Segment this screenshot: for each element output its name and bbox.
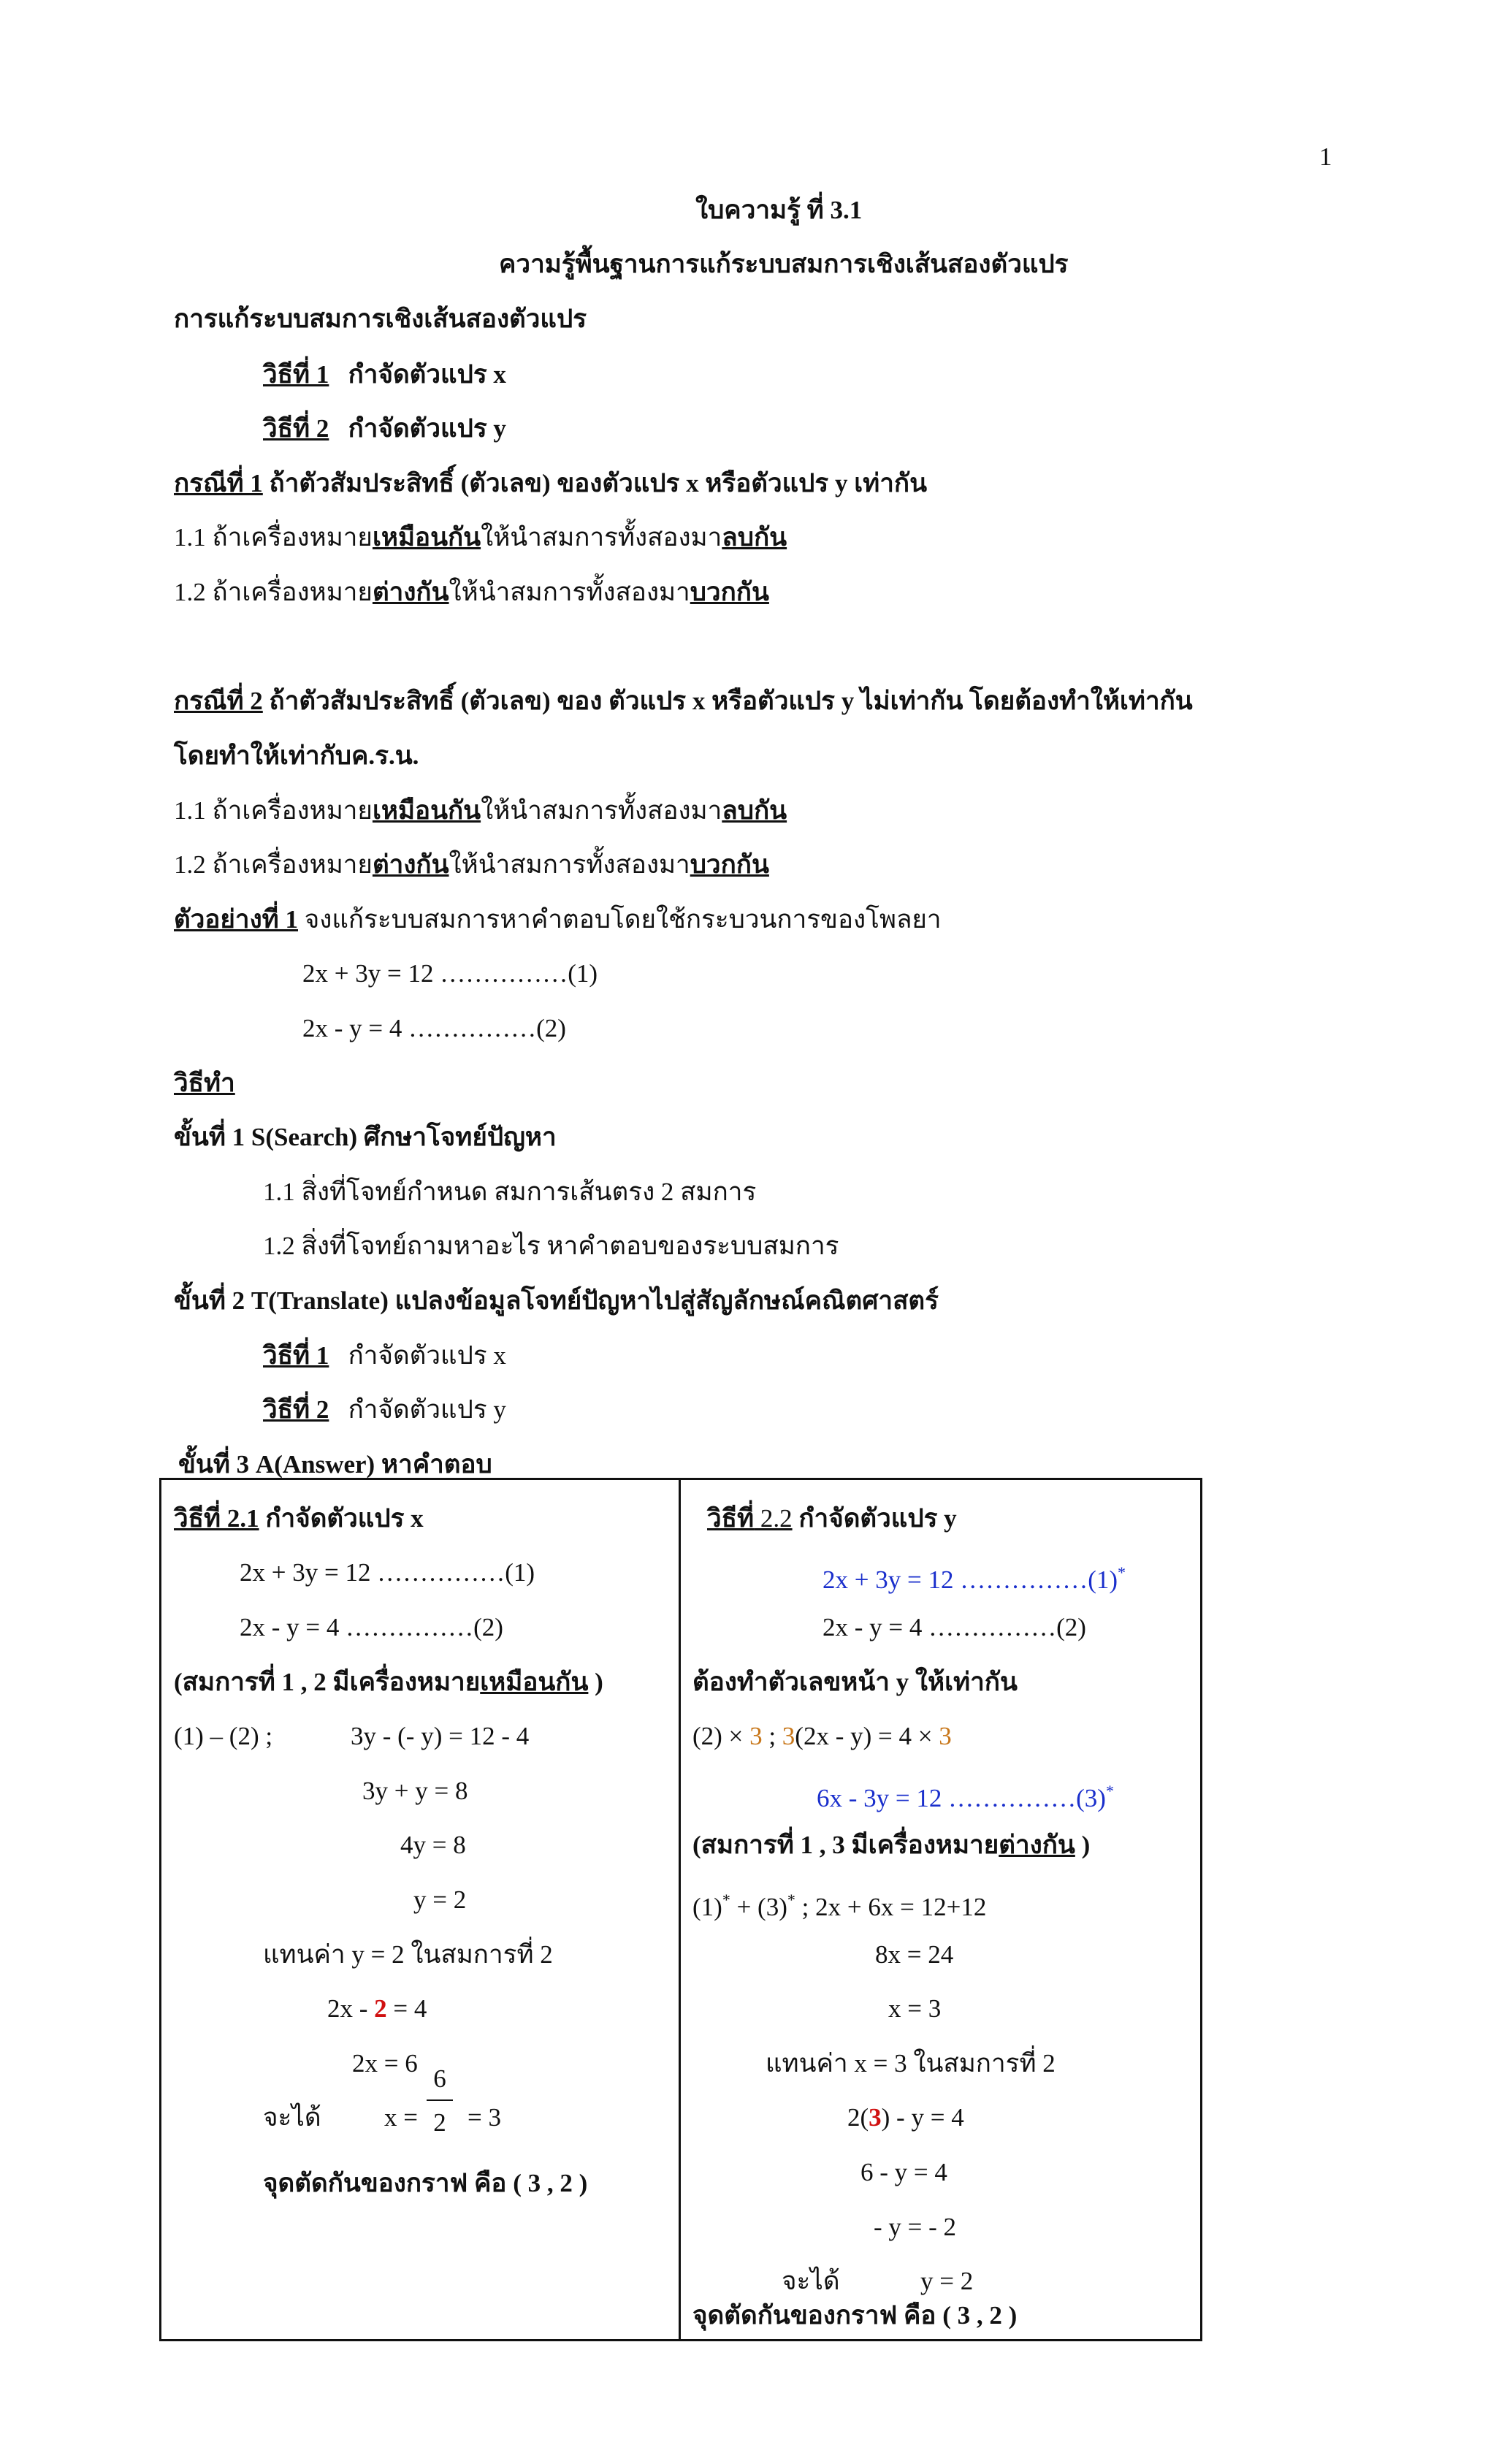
case2-rule2	[174, 848, 769, 882]
right-col-title	[707, 1502, 957, 1536]
right-note	[692, 1828, 1090, 1862]
step2-method2	[263, 1393, 506, 1427]
example-line	[174, 903, 942, 937]
method1-label: วิธีที่ 1	[263, 360, 329, 389]
left-note	[174, 1666, 603, 1699]
method1-line	[263, 358, 506, 392]
note-prefix: (สมการที่ 1 , 2 มีเครื่องหมาย	[174, 1668, 481, 1696]
page-subtitle: ความรู้พื้นฐานการแก้ระบบสมการเชิงเส้นสองตัวแปร	[499, 250, 1069, 278]
page-number: 1	[1319, 142, 1332, 171]
rule-keyword: ต่างกัน	[372, 850, 449, 879]
note-suffix: )	[588, 1668, 603, 1696]
right-step3: 6 - y = 4	[860, 2158, 947, 2186]
case1-label: กรณีที่ 1	[174, 469, 263, 497]
rule-operation: ลบกัน	[722, 796, 787, 825]
step3-heading: ขั้นที่ 3 A(Answer) หาคำตอบ	[178, 1450, 492, 1479]
multiplier: 3	[939, 1722, 952, 1750]
solution-label: วิธีทำ	[174, 1069, 235, 1097]
left-col-title-label: วิธีที่ 2.1	[174, 1504, 259, 1533]
note-keyword: เหมือนกัน	[480, 1668, 589, 1696]
left-op-label: (1) – (2) ;	[174, 1722, 273, 1750]
right-intersection: จุดตัดกันของกราฟ คือ ( 3 , 2 )	[692, 2301, 1018, 2330]
method-text: กำจัดตัวแปร y	[348, 1395, 506, 1424]
case2-line	[174, 684, 1193, 718]
section-heading: การแก้ระบบสมการเชิงเส้นสองตัวแปร	[174, 305, 587, 333]
left-step4: 2x = 6	[352, 2049, 418, 2078]
case2-text: ถ้าตัวสัมประสิทธิ์ (ตัวเลข) ของ ตัวแปร x หรือตัวแปร y ไม่เท่ากัน โดยต้องทำให้เท่ากัน	[269, 687, 1193, 715]
multiply-prefix: (2) ×	[692, 1722, 750, 1750]
left-intersection: จุดตัดกันของกราฟ คือ ( 3 , 2 )	[263, 2169, 588, 2197]
add-term: (1)	[692, 1893, 722, 1921]
right-col-title-number: 2.2	[754, 1504, 793, 1533]
right-step2: x = 3	[888, 1994, 942, 2023]
method-label: วิธีที่ 2	[263, 1395, 329, 1424]
left-col-title-text: กำจัดตัวแปร x	[265, 1504, 424, 1533]
case2-label: กรณีที่ 2	[174, 687, 263, 715]
multiplier: 3	[782, 1722, 795, 1750]
method-text: กำจัดตัวแปร x	[348, 1341, 506, 1370]
right-result-label: จะได้	[782, 2267, 840, 2295]
right-eq1-text: 2x + 3y = 12 ……………(1)	[823, 1565, 1118, 1594]
case2-text2: โดยทำให้เท่ากับค.ร.น.	[174, 741, 419, 770]
multiplier: 3	[749, 1722, 763, 1750]
table-column-divider	[679, 1478, 681, 2341]
left-eq1: 2x + 3y = 12 ……………(1)	[240, 1558, 535, 1587]
solution-table	[159, 1478, 1202, 2341]
left-step2: 4y = 8	[400, 1831, 466, 1859]
rule-middle: ให้นำสมการทั้งสองมา	[481, 796, 722, 825]
right-need: ต้องทำตัวเลขหน้า y ให้เท่ากัน	[692, 1668, 1018, 1696]
example-eq2: 2x - y = 4 ……………(2)	[302, 1014, 566, 1042]
rule-operation: ลบกัน	[722, 523, 787, 552]
left-result-x: x =	[384, 2103, 418, 2132]
multiply-equation: (2x - y) = 4 ×	[795, 1722, 939, 1750]
rule-operation: บวกกัน	[690, 850, 769, 879]
right-result: y = 2	[920, 2267, 974, 2295]
fraction-denominator: 2	[433, 2108, 446, 2137]
step1-item-a: 1.1 สิ่งที่โจทย์กำหนด สมการเส้นตรง 2 สมการ	[263, 1178, 757, 1206]
left-substitute: แทนค่า y = 2 ในสมการที่ 2	[263, 1940, 553, 1969]
method2-line	[263, 412, 506, 446]
right-eq2: 2x - y = 4 ……………(2)	[823, 1613, 1086, 1641]
left-result-label: จะได้	[263, 2103, 321, 2132]
right-col-title-word: วิธีที่	[707, 1504, 755, 1533]
case1-rule2	[174, 576, 769, 609]
right-add	[692, 1883, 986, 1924]
rule-keyword: เหมือนกัน	[372, 523, 481, 552]
star-mark: *	[1105, 1782, 1114, 1800]
sub-eq-prefix: 2(	[847, 2103, 869, 2132]
step2-method1	[263, 1339, 506, 1373]
right-col-title-text: กำจัดตัวแปร y	[792, 1504, 957, 1533]
case2-rule1	[174, 794, 787, 828]
right-step1: 8x = 24	[875, 1940, 954, 1969]
case1-line	[174, 467, 927, 500]
add-equation: ; 2x + 6x = 12+12	[795, 1893, 987, 1921]
method2-text: กำจัดตัวแปร y	[348, 414, 506, 443]
fraction	[427, 2064, 453, 2137]
sub-eq-suffix: ) - y = 4	[881, 2103, 964, 2132]
example-text: จงแก้ระบบสมการหาคำตอบโดยใช้กระบวนการของโพลยา	[297, 905, 942, 934]
rule-keyword: เหมือนกัน	[372, 796, 481, 825]
method-label: วิธีที่ 1	[263, 1341, 329, 1370]
left-col-title	[174, 1502, 424, 1536]
right-eq3	[817, 1774, 1114, 1815]
right-step4: - y = - 2	[874, 2213, 957, 2241]
left-step1: 3y + y = 8	[362, 1777, 468, 1805]
note-suffix: )	[1075, 1831, 1091, 1859]
step1-heading: ขั้นที่ 1 S(Search) ศึกษาโจทย์ปัญหา	[174, 1123, 557, 1151]
rule-operation: บวกกัน	[690, 578, 769, 606]
sub-eq-value: 2	[374, 1994, 387, 2023]
step1-item-b: 1.2 สิ่งที่โจทย์ถามหาอะไร หาคำตอบของระบบสมการ	[263, 1232, 839, 1260]
fraction-numerator: 6	[433, 2064, 446, 2093]
right-eq3-text: 6x - 3y = 12 ……………(3)	[817, 1784, 1106, 1812]
left-result-value: = 3	[468, 2103, 501, 2132]
left-eq2: 2x - y = 4 ……………(2)	[240, 1613, 503, 1641]
method2-label: วิธีที่ 2	[263, 414, 329, 443]
note-keyword: ต่างกัน	[999, 1831, 1075, 1859]
example-eq1: 2x + 3y = 12 ……………(1)	[302, 959, 598, 988]
rule-prefix: 1.1 ถ้าเครื่องหมาย	[174, 523, 373, 552]
rule-keyword: ต่างกัน	[372, 578, 449, 606]
add-term: + (3)	[730, 1893, 787, 1921]
left-sub-eq	[327, 1992, 427, 2026]
star-mark: *	[1118, 1563, 1126, 1582]
case1-rule1	[174, 521, 787, 554]
page-title: ใบความรู้ ที่ 3.1	[695, 196, 863, 224]
fraction-bar	[427, 2099, 453, 2101]
star-mark: *	[722, 1891, 730, 1909]
right-col-title-label	[707, 1504, 793, 1533]
right-multiply	[692, 1720, 952, 1753]
right-substitute: แทนค่า x = 3 ในสมการที่ 2	[766, 2049, 1056, 2078]
example-label: ตัวอย่างที่ 1	[174, 905, 298, 934]
rule-prefix: 1.1 ถ้าเครื่องหมาย	[174, 796, 373, 825]
sub-eq-value: 3	[869, 2103, 882, 2132]
case1-text: ถ้าตัวสัมประสิทธิ์ (ตัวเลข) ของตัวแปร x หรือตัวแปร y เท่ากัน	[269, 469, 927, 497]
rule-middle: ให้นำสมการทั้งสองมา	[481, 523, 722, 552]
star-mark: *	[787, 1891, 795, 1909]
left-op-eq: 3y - (- y) = 12 - 4	[351, 1722, 530, 1750]
note-prefix: (สมการที่ 1 , 3 มีเครื่องหมาย	[692, 1831, 999, 1859]
rule-prefix: 1.2 ถ้าเครื่องหมาย	[174, 578, 373, 606]
rule-middle: ให้นำสมการทั้งสองมา	[449, 850, 690, 879]
right-sub-eq	[847, 2101, 964, 2135]
sub-eq-suffix: = 4	[386, 1994, 427, 2023]
method1-text: กำจัดตัวแปร x	[348, 360, 506, 389]
sub-eq-prefix: 2x -	[327, 1994, 375, 2023]
right-eq1	[823, 1556, 1126, 1597]
multiply-separator: ;	[762, 1722, 782, 1750]
left-step3: y = 2	[413, 1885, 467, 1914]
step2-heading: ขั้นที่ 2 T(Translate) แปลงข้อมูลโจทย์ปัญหาไปสู่สัญลักษณ์คณิตศาสตร์	[174, 1286, 939, 1315]
rule-middle: ให้นำสมการทั้งสองมา	[449, 578, 690, 606]
rule-prefix: 1.2 ถ้าเครื่องหมาย	[174, 850, 373, 879]
